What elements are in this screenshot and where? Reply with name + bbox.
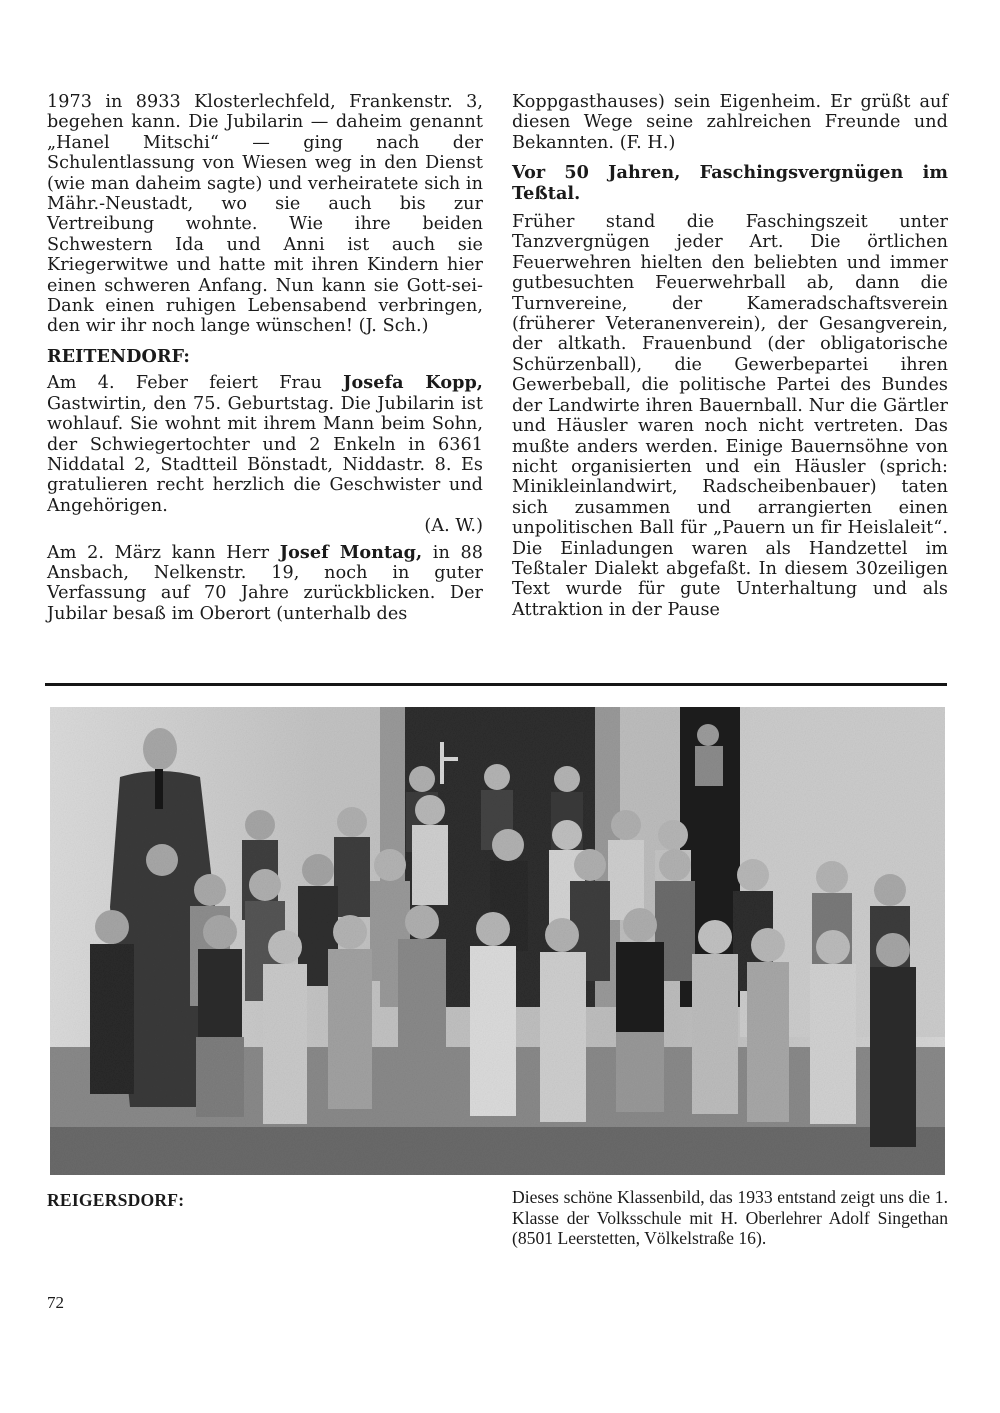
horizontal-divider bbox=[45, 683, 947, 686]
jubilee-paragraph-kopp bbox=[47, 373, 483, 516]
montag-text-after: in 88 Ansbach, Nelkenstr. 19, noch in guter Verfassung auf 70 Jahre zurückblicken. Der Jubilar besaß im Oberort (unterhalb des bbox=[47, 542, 483, 624]
right-column bbox=[512, 92, 948, 620]
montag-text-before: Am 2. März kann Herr bbox=[47, 542, 280, 563]
kopp-text-after: Gastwirtin, den 75. Geburtstag. Die Jubilarin ist wohlauf. Sie wohnt mit ihrem Mann beim Sohn, der Schwiegertochter und 2 Enkeln in 6361 Niddatal 2, Stadtteil Bönstadt, Niddastr. 8. Es gratulieren recht herzlich die Geschwister und Angehörigen. bbox=[47, 393, 483, 516]
photo-caption: Dieses schöne Klassenbild, das 1933 entstand zeigt uns die 1. Klasse der Volksschule mit H. Oberlehrer Adolf Singethan (8501 Leerstetten, Völkelstraße 16). bbox=[512, 1187, 948, 1249]
article-heading-fasching: Vor 50 Jahren, Faschingsvergnügen im Teßtal. bbox=[512, 162, 948, 204]
person-name-josef-montag: Josef Montag, bbox=[279, 541, 423, 563]
section-heading-reigersdorf: REIGERSDORF: bbox=[47, 1190, 185, 1210]
continuation-paragraph-montag: Koppgasthauses) sein Eigenheim. Er grüßt auf diesen Wege seine zahlreichen Freunde und Bekannten. (F. H.) bbox=[512, 92, 948, 153]
page-number: 72 bbox=[47, 1293, 64, 1312]
kopp-text-before: Am 4. Feber feiert Frau bbox=[47, 373, 344, 394]
jubilee-paragraph-montag bbox=[47, 543, 483, 625]
article-paragraph-fasching: Früher stand die Faschingszeit unter Tanzvergnügen jeder Art. Die örtlichen Feuerwehren hielten den beliebten und immer gutbesuchten Feuerwehrball ab, dann die Turnvereine, der Kameradschaftsverein (früherer Veteranenverein), der Gesangverein, der altkath. Frauenbund (der obligatorische Schürzenball), die Gewerbepartei ihren Gewerbeball, die politische Partei des Bundes der Landwirte ihren Bauernball. Nur die Gärtler und Häusler waren noch nicht vertreten. Das mußte anders werden. Einige Bauernsöhne von nicht organisierten und ein Häusler (sprich: Minikleinlandwirt, Radscheibenbauer) taten sich zusammen und arrangierten einen unpolitischen Ball für „Pauern un fir Heislaleit“. Die Einladungen waren als Handzettel im Teßtaler Dialekt abgefaßt. In diesem 30zeiligen Text wurde für gute Unterhaltung und als Attraktion in der Pause bbox=[512, 212, 948, 620]
left-column bbox=[47, 92, 483, 624]
class-photo bbox=[50, 707, 945, 1175]
class-photo-illustration bbox=[50, 707, 945, 1175]
person-name-josefa-kopp: Josefa Kopp, bbox=[343, 372, 483, 394]
section-heading-reitendorf: REITENDORF: bbox=[47, 345, 190, 367]
signature-aw: (A. W.) bbox=[424, 516, 483, 537]
jubilee-paragraph-mitschi: 1973 in 8933 Klosterlechfeld, Frankenstr. 3, begehen kann. Die Jubilarin — daheim genannt „Hanel Mitschi“ — ging nach der Schulentlassung von Wiesen weg in den Dienst (wie man daheim sagte) und verheiratete sich in Mähr.-Neustadt, wo sie auch bis zur Vertreibung wohnte. Wie ihre beiden Schwestern Ida und Anni ist auch sie Kriegerwitwe und hatte mit ihren Kindern hier einen schweren Anfang. Nun kann sie Gott-sei-Dank einen ruhigen Lebensabend verbringen, den wir ihr noch lange wünschen! (J. Sch.) bbox=[47, 92, 483, 337]
